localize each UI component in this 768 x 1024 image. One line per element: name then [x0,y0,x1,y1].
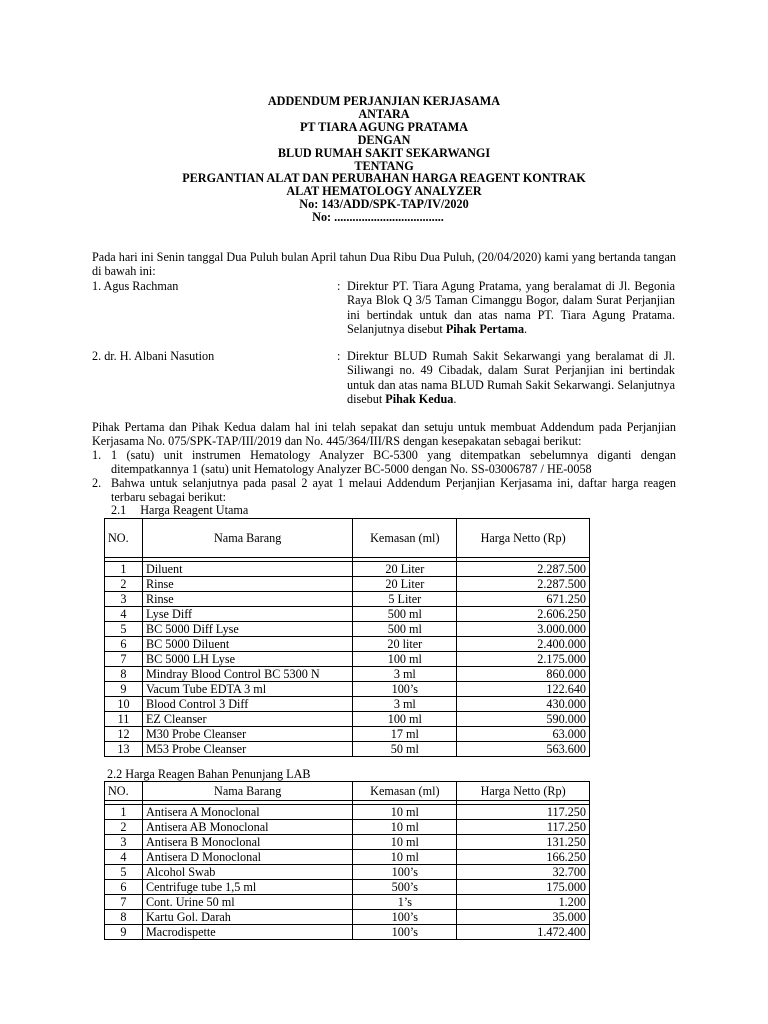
title-line: PT TIARA AGUNG PRATAMA [299,119,469,134]
table-row [105,925,590,940]
table-row [105,820,590,835]
item-package: 100 ml [353,712,457,727]
item-price: 430.000 [457,697,590,712]
column-header: Harga Netto (Rp) [457,519,590,558]
item-name: Blood Control 3 Diff [142,697,352,712]
table-1-heading-text: Harga Reagent Utama [140,503,249,517]
list-item-number: 1. [92,448,102,462]
item-name: BC 5000 LH Lyse [142,652,352,667]
table-row [105,652,590,667]
item-name: Centrifuge tube 1,5 ml [142,880,353,895]
document-number: No: 143/ADD/SPK-TAP/IV/2020 [299,197,469,212]
table-row [105,562,590,577]
table-row [105,910,590,925]
row-number: 2 [105,577,143,592]
column-header: Nama Barang [142,519,352,558]
item-price: 671.250 [457,592,590,607]
item-price: 1.472.400 [457,925,590,940]
item-package: 3 ml [353,667,457,682]
row-number: 12 [105,727,143,742]
item-package: 20 Liter [353,577,457,592]
item-price: 860.000 [457,667,590,682]
table-row [105,667,590,682]
item-price: 1.200 [457,895,590,910]
table-1-heading-number: 2.1 [111,503,127,517]
item-name: Rinse [142,577,352,592]
item-name: M30 Probe Cleanser [142,727,352,742]
table-row [105,742,590,757]
party-2-colon: : [337,349,341,363]
item-price: 2.287.500 [457,562,590,577]
row-number: 1 [105,805,143,820]
row-number: 8 [105,910,143,925]
item-package: 17 ml [353,727,457,742]
item-package: 100’s [353,910,457,925]
row-number: 7 [105,895,143,910]
table-row [105,682,590,697]
document-title-block [0,95,768,224]
item-name: BC 5000 Diff Lyse [142,622,352,637]
column-header: NO. [105,782,143,801]
item-package: 100’s [353,682,457,697]
row-number: 7 [105,652,143,667]
item-price: 590.000 [457,712,590,727]
column-header: Harga Netto (Rp) [457,782,590,801]
table-row [105,727,590,742]
item-price: 2.400.000 [457,637,590,652]
list-item-text: Bahwa untuk selanjutnya pada pasal 2 ayat 1 melaui Addendum Perjanjian Kerjasama ini, daftar harga reagen terbaru sebagai berikut: [111,476,676,504]
item-price: 3.000.000 [457,622,590,637]
item-package: 20 liter [353,637,457,652]
item-price: 2.175.000 [457,652,590,667]
item-price: 122.640 [457,682,590,697]
agreement-paragraph: Pihak Pertama dan Pihak Kedua dalam hal ini telah sepakat dan setuju untuk membuat Addendum pada Perjanjian Kerjasama No. 075/SPK-TAP/III/2019 dan No. 445/364/III/RS dengan kesepakatan sebagai berikut: [92,420,676,448]
column-header: Kemasan (ml) [353,782,457,801]
row-number: 4 [105,850,143,865]
item-name: Antisera A Monoclonal [142,805,353,820]
item-name: Antisera D Monoclonal [142,850,353,865]
party-2-name: 2. dr. H. Albani Nasution [92,349,215,363]
item-package: 20 Liter [353,562,457,577]
item-name: Antisera AB Monoclonal [142,820,353,835]
row-number: 2 [105,820,143,835]
column-header: Kemasan (ml) [353,519,457,558]
item-price: 166.250 [457,850,590,865]
item-package: 10 ml [353,835,457,850]
item-package: 3 ml [353,697,457,712]
intro-paragraph: Pada hari ini Senin tanggal Dua Puluh bulan April tahun Dua Ribu Dua Puluh, (20/04/2020) kami yang bertanda tangan di bawah ini: [92,250,676,278]
item-name: BC 5000 Diluent [142,637,352,652]
row-number: 6 [105,637,143,652]
item-name: Lyse Diff [142,607,352,622]
table-row [105,592,590,607]
item-package: 10 ml [353,820,457,835]
item-price: 175.000 [457,880,590,895]
item-name: Alcohol Swab [142,865,353,880]
item-name: EZ Cleanser [142,712,352,727]
item-package: 10 ml [353,805,457,820]
row-number: 13 [105,742,143,757]
item-price: 117.250 [457,820,590,835]
table-row [105,850,590,865]
item-name: M53 Probe Cleanser [142,742,352,757]
item-package: 500’s [353,880,457,895]
item-name: Kartu Gol. Darah [142,910,353,925]
list-item-number: 2. [92,476,102,490]
table-row [105,577,590,592]
table-header-row [105,519,590,558]
item-package: 50 ml [353,742,457,757]
list-item-text: 1 (satu) unit instrumen Hematology Analyzer BC-5300 yang ditempatkan sebelumnya diganti dengan ditempatkannya 1 (satu) unit Hematology Analyzer BC-5000 dengan No. SS-03006787 / HE-0058 [111,448,676,476]
item-price: 2.287.500 [457,577,590,592]
row-number: 11 [105,712,143,727]
row-number: 9 [105,925,143,940]
item-package: 1’s [353,895,457,910]
party-1-name: 1. Agus Rachman [92,279,179,293]
item-price: 2.606.250 [457,607,590,622]
item-name: Cont. Urine 50 ml [142,895,353,910]
item-price: 117.250 [457,805,590,820]
table-row [105,880,590,895]
table-row [105,622,590,637]
table-row [105,607,590,622]
row-number: 5 [105,622,143,637]
row-number: 10 [105,697,143,712]
title-line: ALAT HEMATOLOGY ANALYZER [286,184,482,199]
party-2-description [347,349,675,407]
support-reagent-price-table [104,781,590,940]
table-header-row [105,782,590,801]
item-package: 500 ml [353,622,457,637]
table-row [105,805,590,820]
item-package: 100 ml [353,652,457,667]
party-1-description [347,279,675,337]
party-2-role: Pihak Kedua [385,392,454,407]
reagent-price-table [104,518,590,757]
row-number: 4 [105,607,143,622]
row-number: 1 [105,562,143,577]
party-1-colon: : [337,279,341,293]
row-number: 3 [105,835,143,850]
item-package: 100’s [353,925,457,940]
party-1-role: Pihak Pertama [445,322,525,337]
item-name: Macrodispette [142,925,353,940]
party-2-desc-end: . [453,392,457,407]
title-line: ADDENDUM PERJANJIAN KERJASAMA [267,94,501,108]
title-line: BLUD RUMAH SAKIT SEKARWANGI [277,145,491,160]
party-1-desc-text: Direktur PT. Tiara Agung Pratama, yang beralamat di Jl. Begonia Raya Blok Q 3/5 Taman Cimanggu Bogor, dalam Surat Perjanjian ini bertindak untuk dan atas nama PT. Tiara Agung Pratama. Selanjutnya disebut [347,279,675,337]
table-1-heading [111,503,248,517]
column-header: Nama Barang [142,782,353,801]
title-line: ANTARA [358,106,410,121]
title-line: TENTANG [354,158,414,173]
item-package: 500 ml [353,607,457,622]
item-name: Rinse [142,592,352,607]
item-name: Diluent [142,562,352,577]
table-row [105,895,590,910]
item-name: Vacum Tube EDTA 3 ml [142,682,352,697]
row-number: 3 [105,592,143,607]
item-package: 5 Liter [353,592,457,607]
table-row [105,637,590,652]
row-number: 6 [105,880,143,895]
item-price: 131.250 [457,835,590,850]
item-price: 563.600 [457,742,590,757]
party-1-desc-end: . [524,322,528,337]
table-row [105,712,590,727]
title-line: DENGAN [357,132,411,147]
row-number: 8 [105,667,143,682]
item-price: 35.000 [457,910,590,925]
item-name: Antisera B Monoclonal [142,835,353,850]
title-line: PERGANTIAN ALAT DAN PERUBAHAN HARGA REAGENT KONTRAK [182,171,586,186]
document-number-blank: No: .................................... [312,210,444,225]
item-price: 63.000 [457,727,590,742]
item-name: Mindray Blood Control BC 5300 N [142,667,352,682]
item-package: 10 ml [353,850,457,865]
table-2-heading: 2.2 Harga Reagen Bahan Penunjang LAB [107,767,311,781]
item-price: 32.700 [457,865,590,880]
table-row [105,865,590,880]
table-row [105,835,590,850]
row-number: 5 [105,865,143,880]
item-package: 100’s [353,865,457,880]
row-number: 9 [105,682,143,697]
column-header: NO. [105,519,143,558]
party-2-desc-text: Direktur BLUD Rumah Sakit Sekarwangi yang beralamat di Jl. Siliwangi no. 49 Cibadak, dalam Surat Perjanjian ini bertindak untuk dan atas nama BLUD Rumah Sakit Sekarwangi. Selanjutnya disebut [347,349,675,407]
table-row [105,697,590,712]
